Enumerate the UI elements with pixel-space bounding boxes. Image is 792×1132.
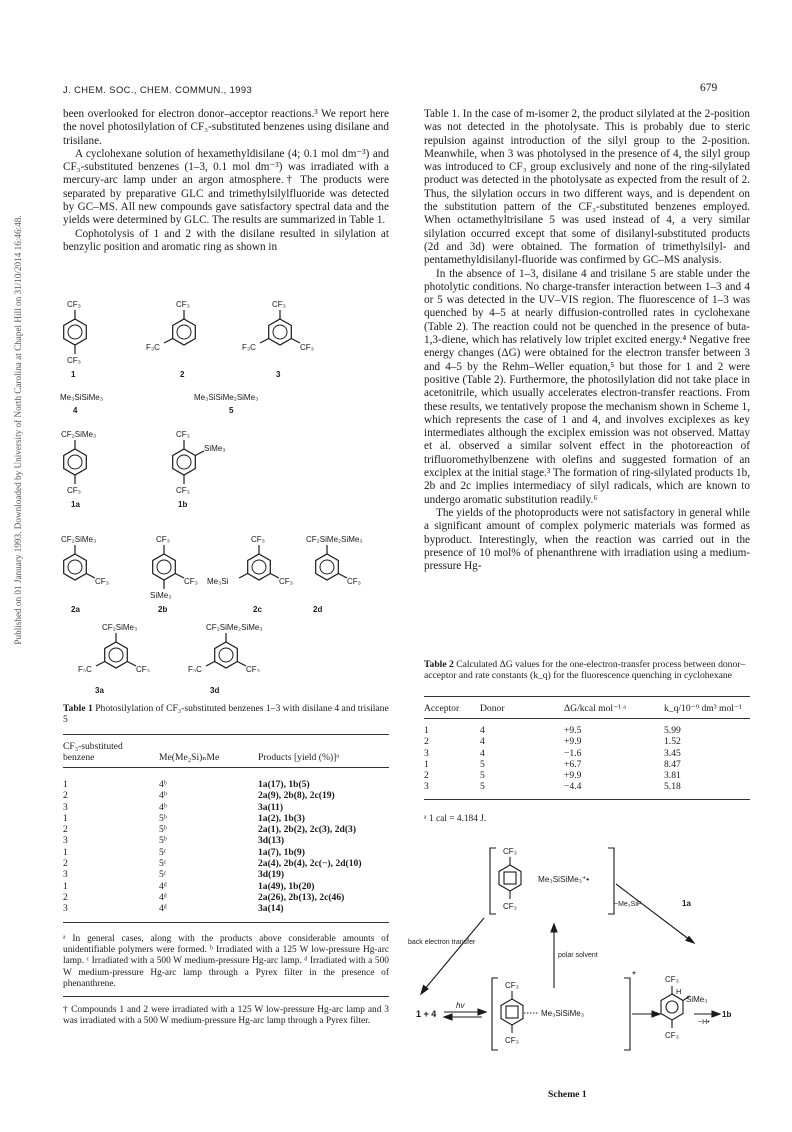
cf3-label: CF₃	[503, 902, 517, 911]
table2-header-donor: Donor	[480, 703, 505, 714]
table-cell: 2a(1), 2b(2), 2c(3), 2d(3)	[258, 824, 357, 836]
footnote-rule	[63, 996, 389, 997]
paragraph: A cyclohexane solution of hexamethyldisilane (4; 0.1 mol dm⁻³) and CF₃-substituted benzenes (1–3, 0.1 mol dm⁻³) was irradiated with a mercury-arc lamp under an argon atmosphere.† The products were separated by preparative GLC and trimethylsilylfluoride was detected by GC–MS. All new compounds gave satisfactory spectral data and the yields were determined by GLC. The results are summarized in Table 1.	[63, 147, 389, 227]
table-rule	[63, 734, 389, 735]
table-cell: +9.5	[564, 725, 582, 736]
compound-number: 3a	[95, 686, 104, 695]
table-cell: 3	[63, 801, 68, 813]
structures-figure	[58, 292, 398, 672]
right-column-text	[424, 108, 750, 573]
table-cell: 5	[480, 770, 485, 782]
table-row	[63, 858, 389, 869]
table-cell: 4ᵇ	[159, 801, 167, 813]
table-row	[63, 835, 389, 846]
compound-number: 2a	[71, 605, 80, 614]
table-cell: 4ᵈ	[159, 880, 167, 892]
table-cell: 3	[63, 903, 68, 915]
compound-number: 5	[229, 406, 234, 415]
table-cell: 2	[424, 736, 429, 748]
table-cell: 2a(4), 2b(4), 2c(−), 2d(10)	[258, 858, 362, 870]
cf3-label: CF₃	[246, 665, 260, 672]
table-cell: 5	[480, 758, 485, 770]
paragraph: The yields of the photoproducts were not satisfactory in general while a significant amount of complex polymeric materials was formed as byproduct. Interestingly, when the reaction was carried out in the presence of 10 mol% of phenanthrene with irradiation using a medium-pressure Hg-	[424, 506, 750, 573]
cf2sime3-label: CF₂SiMe₃	[61, 430, 97, 439]
hv-label: hv	[456, 1001, 465, 1010]
table-cell: 2a(26), 2b(13), 2c(46)	[258, 891, 345, 903]
cf2sime2sime3-label: CF₂SiMe₂SiMe₃	[206, 623, 263, 632]
paragraph: In the absence of 1–3, disilane 4 and trisilane 5 are stable under the photolytic conditions. No charge-transfer interaction between 1–3 and 4 or 5 was detected in the UV–VIS region. The fluorescence of 1–3 was quenched by 4–5 at nearly diffusion-controlled rates in cyclohexane (Table 2). The reaction could not be quenched in the presence of buta-1,3-diene, which has relatively low triplet excited energy.⁴ Negative free energy changes (ΔG) were obtained for the electron transfer between 3 and 4–5 by the Rehm–Weller equation,⁵ but those for 1 and 2 were positive (Table 2). Furthermore, the photosilylation did not take place in acetonitrile, which usually accelerates electron-transfer reactions. From these results, we tentatively propose the mechanism shown in Scheme 1, which represents the case of 1 and 4, and involves exciplexes as key intermediates although the exciplex emission was not observed. Mattay et al. observed a similar solvent effect in the photoreaction of trifluoromethylbenzene with olefins and suggested formation of an exciplex at the initial stage.³ The formation of ring-silylated products 1b, 2b and 2c implies intermediacy of silyl radicals, which are known to undergo aromatic substitution readily.⁶	[424, 267, 750, 506]
compound-number: 2d	[313, 605, 323, 614]
table-cell: 3.81	[664, 770, 681, 782]
cf3-label: CF₃	[503, 847, 517, 856]
compound-number: 1	[71, 370, 76, 379]
compound-number: 1b	[178, 500, 188, 509]
table-cell: 3	[63, 869, 68, 881]
table-rule	[424, 799, 750, 800]
table1-header-benzene: CF₃-substituted benzene	[63, 741, 123, 764]
cf3-label: CF₃	[67, 356, 81, 365]
table-row	[63, 881, 389, 892]
cf2sime3-label: CF₂SiMe₃	[61, 535, 97, 544]
compound-number: 2b	[158, 605, 168, 614]
table-cell: 5ᵇ	[159, 812, 167, 824]
cf3-label: CF₃	[67, 300, 81, 309]
table-cell: 5ᵇ	[159, 835, 167, 847]
table2-label: Table 2	[424, 659, 454, 670]
scheme-1	[404, 836, 754, 1076]
table-cell: 4ᵈ	[159, 891, 167, 903]
table-cell: +9.9	[564, 736, 582, 748]
cf3-label: CF₃	[136, 665, 150, 672]
paragraph: been overlooked for electron donor–acceptor reactions.³ We report here the novel photosilylation of CF₃-substituted benzenes using disilane and trisilane.	[63, 108, 389, 147]
table-cell: 4	[480, 747, 485, 759]
table-cell: 2	[63, 858, 68, 870]
table-cell: 3.45	[664, 747, 681, 759]
cf2sime3-label: CF₂SiMe₃	[102, 623, 138, 632]
compound-number: 4	[73, 406, 78, 415]
table-row	[63, 892, 389, 903]
polar-solvent-label: polar solvent	[558, 952, 598, 959]
cf3-label: CF₃	[176, 486, 190, 495]
table-cell: 4ᵈ	[159, 903, 167, 915]
cf3-label: CF₃	[184, 577, 198, 586]
left-column-text	[63, 108, 389, 254]
cf3-label: CF₃	[505, 1036, 519, 1045]
table-cell: 1	[63, 880, 68, 892]
table-cell: 5.99	[664, 725, 681, 736]
compound-number: 2c	[253, 605, 262, 614]
cf3-label: CF₃	[251, 535, 265, 544]
journal-header: J. CHEM. SOC., CHEM. COMMUN., 1993	[63, 84, 253, 95]
table-cell: 1a(17), 1b(5)	[258, 779, 310, 790]
table1-label: Table 1	[63, 703, 93, 714]
table1-caption	[63, 703, 389, 726]
table-rule	[424, 718, 750, 719]
table-cell: 5ᶜ	[159, 846, 167, 858]
radical-cation-label: Me₃SiSiMe₃⁺•	[538, 875, 590, 884]
table-row	[63, 790, 389, 801]
compound-number: 1a	[71, 500, 80, 509]
cf3-label: CF₃	[300, 343, 314, 352]
cf3-label: F₃C	[78, 665, 92, 672]
table-row	[424, 736, 750, 747]
table-cell: 1a(2), 1b(3)	[258, 812, 305, 824]
table2-header-kq: k_q/10⁻⁹ dm³ mol⁻¹	[664, 703, 742, 714]
table-cell: 2	[63, 891, 68, 903]
cf3-label: CF₃	[665, 975, 679, 984]
table-cell: 3	[424, 781, 429, 793]
sime3-label: SiMe₃	[204, 444, 226, 453]
table-cell: 5ᶜ	[159, 858, 167, 870]
cf3-label: CF₃	[272, 300, 286, 309]
table-cell: +9.9	[564, 770, 582, 782]
h-label: H	[676, 987, 682, 996]
product-1b-label: 1b	[722, 1010, 732, 1019]
table2-header-acceptor: Acceptor	[424, 703, 460, 714]
paragraph: Cophotolysis of 1 and 2 with the disilane resulted in silylation at benzylic position and aromatic ring as shown in	[63, 227, 389, 253]
cf3-label: CF₃	[347, 577, 361, 586]
compound-number: 3d	[210, 686, 220, 695]
table-cell: 5.18	[664, 781, 681, 793]
dagger-footnote: † Compounds 1 and 2 were irradiated with a 125 W low-pressure Hg-arc lamp and 3 was irradiated with a 500 W medium-pressure Hg-arc lamp through a Pyrex filter.	[63, 1005, 389, 1027]
back-electron-transfer-label: back electron transfer	[408, 939, 476, 946]
exciplex-donor-label: Me₃SiSiMe₃	[541, 1009, 584, 1018]
cf3-label: CF₃	[505, 981, 519, 990]
table-cell: 4ᵇ	[159, 790, 167, 802]
cf3-label: CF₃	[95, 577, 109, 586]
cf3-label: F₃C	[146, 343, 160, 352]
cf3-label: CF₃	[176, 430, 190, 439]
compound-number: 3	[276, 370, 281, 379]
minus-me3sif-label: −Me₃SiF	[614, 901, 642, 908]
table-rule	[424, 696, 750, 697]
table-row	[424, 759, 750, 770]
table-row	[63, 813, 389, 824]
table-row	[63, 847, 389, 858]
table-cell: 1	[63, 846, 68, 858]
product-1a-label: 1a	[682, 899, 691, 908]
table-cell: 5	[480, 781, 485, 793]
table1-header-silane: Me(Me₂Si)ₙMe	[159, 752, 220, 763]
cf2sime2sime3-label: CF₂SiMe₂SiMe₃	[306, 535, 363, 544]
table-row	[63, 779, 389, 790]
excited-star: *	[632, 970, 636, 981]
table1-footnote: ᵃ In general cases, along with the products above considerable amounts of unidentifiable polymers were formed. ᵇ Irradiated with a 125 W low-pressure Hg-arc lamp. ᶜ Irradiated with a 500 W medium-pressure Hg-arc lamp. ᵈ Irradiated with a 500 W medium-pressure Hg-arc lamp through a Pyrex filter in the presence of phenanthrene.	[63, 934, 389, 989]
disilane-formula: Me₃SiSiMe₃	[60, 393, 103, 402]
table-cell: 3d(19)	[258, 869, 285, 881]
table-cell: 8.47	[664, 758, 681, 770]
table1-header-products: Products [yield (%)]ᵃ	[258, 752, 339, 763]
table-cell: −4.4	[564, 781, 582, 793]
table-cell: 3	[424, 747, 429, 759]
table2	[424, 725, 750, 793]
table2-caption-text: Calculated ΔG values for the one-electron-transfer process between donor–acceptor and rate constants (k_q) for the fluorescence quenching in cyclohexane	[424, 659, 746, 682]
table-cell: 1.52	[664, 736, 681, 748]
table-cell: 4	[480, 736, 485, 748]
table-cell: 4ᵇ	[159, 779, 167, 790]
table-cell: 2	[63, 824, 68, 836]
table1	[63, 779, 389, 915]
page-number: 679	[700, 82, 718, 94]
scheme-title: Scheme 1	[548, 1089, 587, 1100]
sime3-label: SiMe₃	[150, 591, 172, 600]
cf3-label: CF₃	[176, 300, 190, 309]
table-cell: +6.7	[564, 758, 582, 770]
cf3-label: CF₃	[67, 486, 81, 495]
cf3-label: CF₃	[665, 1031, 679, 1040]
me3si-label: Me₃Si	[207, 577, 229, 586]
table-row	[63, 802, 389, 813]
table-row	[63, 824, 389, 835]
sime3-label: SiMe₃	[686, 995, 708, 1004]
table-cell: 3a(11)	[258, 801, 284, 813]
table-cell: 1a(49), 1b(20)	[258, 880, 315, 892]
table2-footnote: ᵃ 1 cal = 4.184 J.	[424, 814, 487, 824]
table-cell: 3	[63, 835, 68, 847]
table-cell: 5ᶜ	[159, 869, 167, 881]
table-cell: 3a(14)	[258, 903, 284, 915]
table-cell: 2	[424, 770, 429, 782]
table-rule	[63, 767, 389, 768]
table-row	[63, 903, 389, 914]
table-cell: −1.6	[564, 747, 582, 759]
table-cell: 1	[63, 779, 68, 790]
table-cell: 1a(7), 1b(9)	[258, 846, 305, 858]
table-cell: 3d(13)	[258, 835, 285, 847]
table-cell: 1	[424, 725, 429, 736]
compound-number: 2	[180, 370, 185, 379]
cf3-label: CF₃	[279, 577, 293, 586]
cf3-label: CF₃	[156, 535, 170, 544]
table2-caption	[424, 659, 750, 682]
table-cell: 5ᵇ	[159, 824, 167, 836]
table-rule	[63, 922, 389, 923]
table-row	[424, 770, 750, 781]
reactants-label: 1 + 4	[416, 1009, 437, 1019]
table-cell: 1	[63, 812, 68, 824]
table1-caption-text: Photosilylation of CF₃-substituted benzenes 1–3 with disilane 4 and trisilane 5	[63, 703, 389, 726]
table-cell: 2	[63, 790, 68, 802]
table-row	[63, 869, 389, 880]
table-row	[424, 748, 750, 759]
cf3-label: F₃C	[188, 665, 202, 672]
download-watermark: Published on 01 January 1993. Downloaded by University of North Carolina at Chapel Hill on 31/10/2014 16:46:48.	[13, 215, 23, 645]
table-row	[424, 781, 750, 792]
minus-h-label: −H•	[698, 1019, 710, 1026]
table-row	[424, 725, 750, 736]
table-cell: 1	[424, 758, 429, 770]
table2-header-dg: ΔG/kcal mol⁻¹ ᵃ	[564, 703, 627, 714]
table-cell: 4	[480, 725, 485, 736]
trisilane-formula: Me₃SiSiMe₂SiMe₃	[194, 393, 259, 402]
paragraph: Table 1. In the case of m-isomer 2, the product silylated at the 2-position was not detected in the photolysate. This is probably due to steric repulsion against introduction of the silyl group to the 2-position. Meanwhile, when 3 was photolysed in the presence of 4, the silyl group was introduced to CF₃ group exclusively and none of the ring-silylated product was detected in the photolysate as expected from the result of 2. Thus, the silylation occurs in two different ways, and is dependent on the substitution pattern of the CF₃-substituted benzenes employed. When octamethyltrisilane 5 was used instead of 4, a very similar silylation occurred except that some of disilanyl-substituted products (2d and 3d) were obtained. The formation of trimethylsilyl- and pentamethyldisilanyl-fluoride was confirmed by GC–MS analysis.	[424, 108, 750, 267]
cf3-label: F₃C	[242, 343, 256, 352]
table-cell: 2a(9), 2b(8), 2c(19)	[258, 790, 335, 802]
